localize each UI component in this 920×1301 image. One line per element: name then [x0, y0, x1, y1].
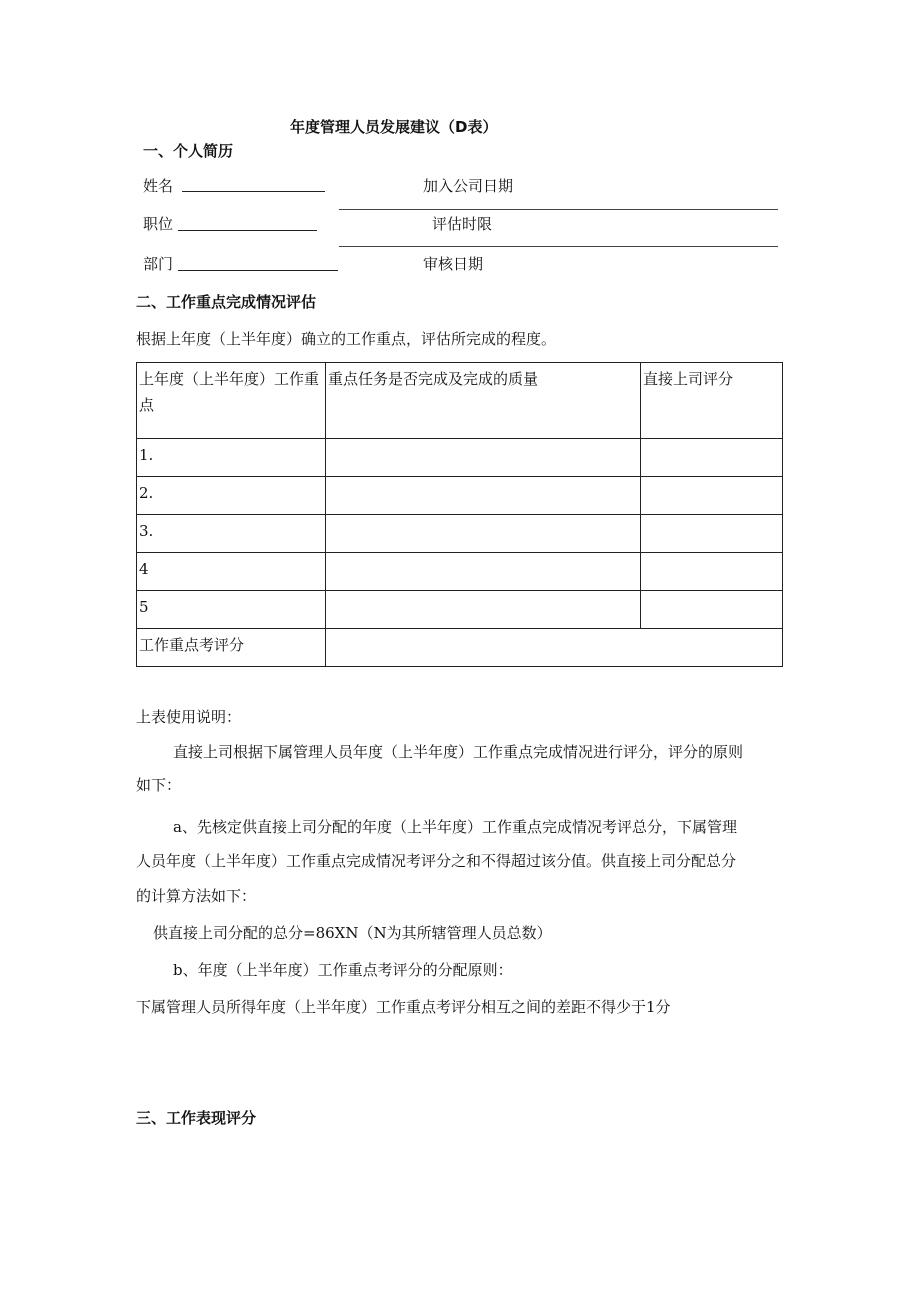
notes-paragraph: a、先核定供直接上司分配的年度（上半年度）工作重点完成情况考评总分，下属管理 [173, 818, 737, 836]
score-cell[interactable] [641, 477, 783, 515]
score-cell[interactable] [641, 591, 783, 629]
page-title: 年度管理人员发展建议（D表） [290, 118, 498, 136]
notes-paragraph: 人员年度（上半年度）工作重点完成情况考评分之和不得超过该分值。供直接上司分配总分 [136, 852, 737, 870]
join-date-field[interactable] [339, 209, 778, 210]
eval-period-field[interactable] [339, 246, 778, 247]
join-date-label: 加入公司日期 [423, 177, 514, 195]
department-field[interactable] [178, 270, 338, 271]
notes-paragraph: 直接上司根据下属管理人员年度（上半年度）工作重点完成情况进行评分，评分的原则 [173, 743, 744, 761]
name-label: 姓名 [143, 177, 174, 195]
completion-cell[interactable] [326, 477, 641, 515]
notes-paragraph: 如下： [136, 776, 182, 794]
row-number[interactable]: 5 [137, 591, 326, 629]
section2-intro: 根据上年度（上半年度）确立的工作重点，评估所完成的程度。 [136, 330, 557, 348]
score-cell[interactable] [641, 515, 783, 553]
section1-heading: 一、个人简历 [143, 142, 234, 160]
row-number[interactable]: 2. [137, 477, 326, 515]
score-cell[interactable] [641, 553, 783, 591]
completion-cell[interactable] [326, 439, 641, 477]
table-total-row [137, 629, 783, 667]
table-row [137, 591, 783, 629]
table-row [137, 477, 783, 515]
row-number[interactable]: 3. [137, 515, 326, 553]
eval-period-label: 评估时限 [432, 215, 493, 233]
row-number[interactable]: 4 [137, 553, 326, 591]
notes-paragraph: 的计算方法如下： [136, 887, 257, 905]
section2-heading: 二、工作重点完成情况评估 [136, 293, 317, 311]
header-cell: 重点任务是否完成及完成的质量 [326, 363, 641, 439]
review-date-label: 审核日期 [423, 255, 484, 273]
header-cell: 直接上司评分 [641, 363, 783, 439]
table-row [137, 553, 783, 591]
position-field[interactable] [178, 230, 317, 231]
score-cell[interactable] [641, 439, 783, 477]
completion-cell[interactable] [326, 591, 641, 629]
header-cell: 上年度（上半年度）工作重点 [137, 363, 326, 439]
notes-heading: 上表使用说明： [136, 708, 242, 726]
table-row [137, 515, 783, 553]
total-label: 工作重点考评分 [137, 629, 326, 667]
table-header-row [137, 363, 783, 439]
completion-cell[interactable] [326, 553, 641, 591]
notes-paragraph: b、年度（上半年度）工作重点考评分的分配原则： [173, 961, 513, 979]
work-focus-table [136, 362, 783, 667]
department-label: 部门 [143, 255, 174, 273]
row-number[interactable]: 1. [137, 439, 326, 477]
notes-paragraph: 下属管理人员所得年度（上半年度）工作重点考评分相互之间的差距不得少于1分 [136, 998, 671, 1016]
total-score-cell[interactable] [326, 629, 783, 667]
position-label: 职位 [143, 215, 174, 233]
name-field[interactable] [182, 191, 325, 192]
completion-cell[interactable] [326, 515, 641, 553]
section3-heading: 三、工作表现评分 [136, 1109, 257, 1127]
table-row [137, 439, 783, 477]
formula-text: 供直接上司分配的总分=86XN（N为其所辖管理人员总数） [153, 924, 552, 942]
